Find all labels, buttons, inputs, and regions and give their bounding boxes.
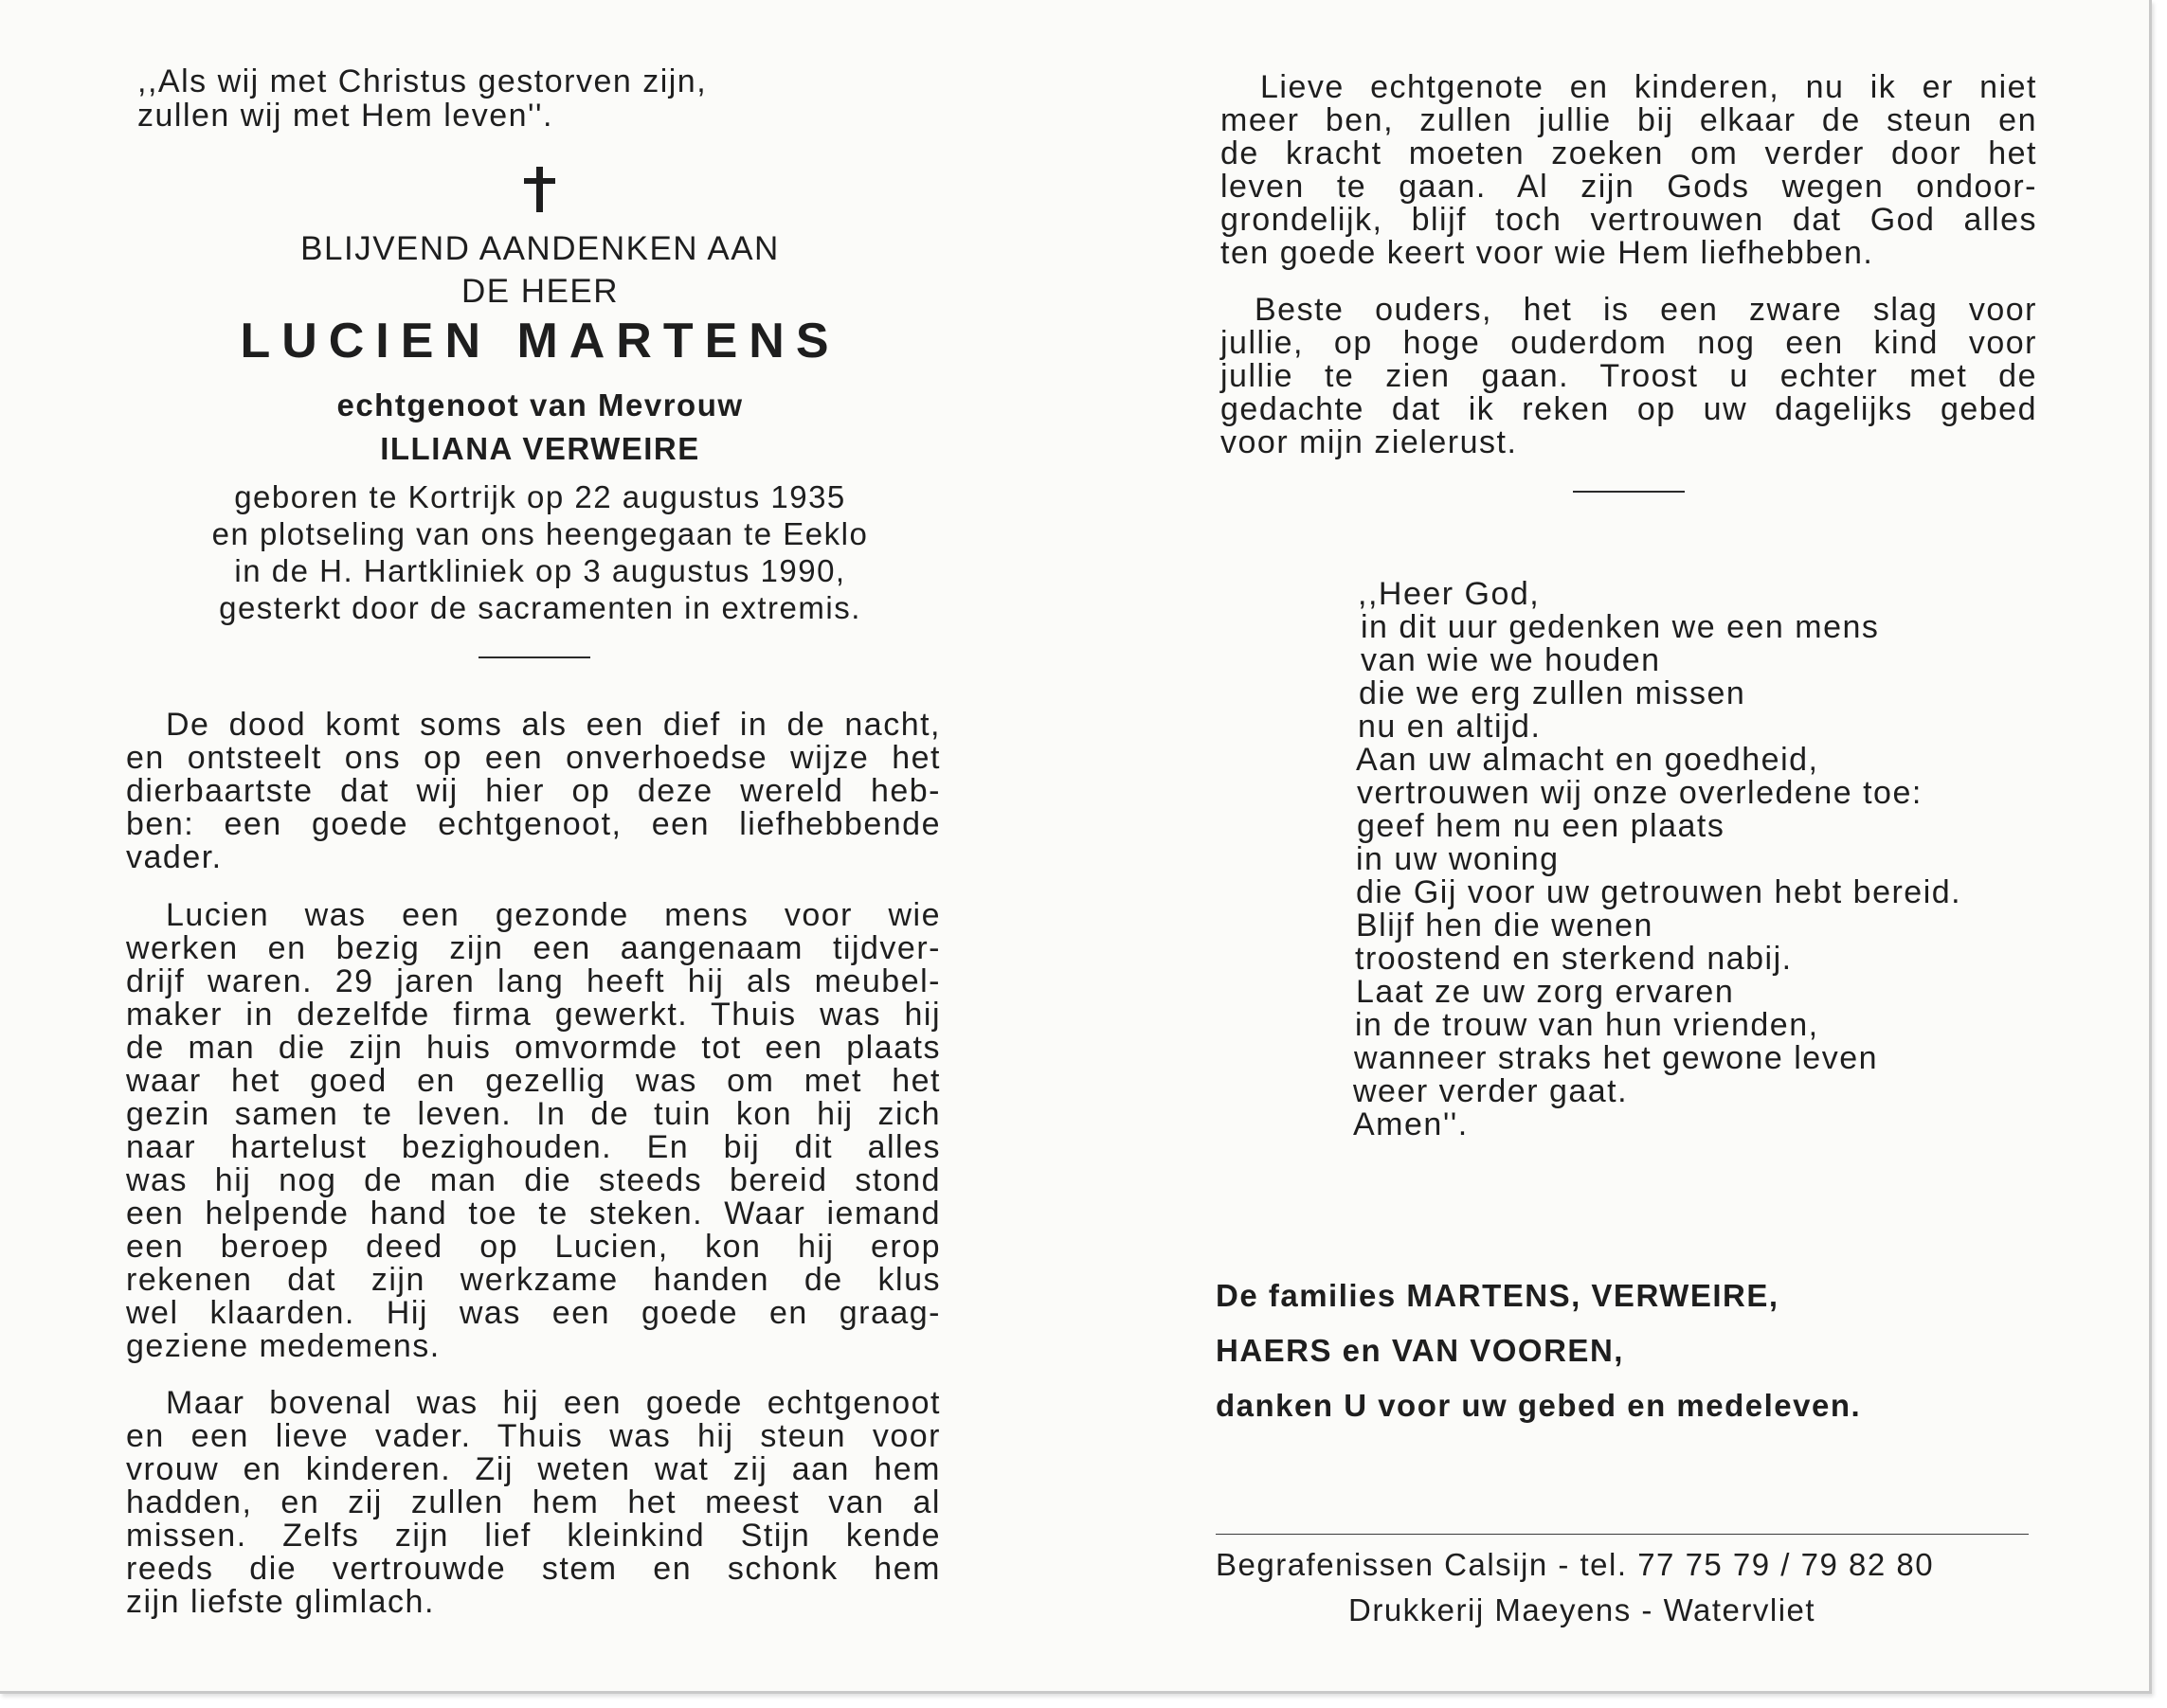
dates-line: gesterkt door de sacramenten in extremis. — [219, 590, 861, 625]
text-line: was hij nog de man die steeds bereid stond — [126, 1162, 941, 1198]
prayer-line: die Gij voor uw getrouwen hebt bereid. — [1356, 874, 1962, 910]
prayer-line: Blijf hen die wenen — [1356, 908, 1653, 944]
text-line: ben: een goede echtgenoot, een liefhebbende — [126, 806, 941, 842]
dates-line: geboren te Kortrijk op 22 augustus 1935 — [234, 479, 846, 514]
text-line: een beroep deed op Lucien, kon hij erop — [126, 1229, 941, 1265]
text-line: Lieve echtgenote en kinderen, nu ik er niet — [1260, 69, 2037, 105]
text-line: waar het goed en gezellig was om met het — [126, 1063, 941, 1099]
memorial-heading — [123, 227, 957, 313]
text-line: hadden, en zij zullen hem het meest van al — [126, 1484, 941, 1520]
paragraph-life — [126, 899, 941, 1363]
prayer-line: geef hem nu een plaats — [1357, 808, 1725, 844]
prayer-line: ,,Heer God, — [1358, 576, 1541, 612]
dates-line: en plotseling van ons heengegaan te Eeklo — [211, 516, 869, 551]
text-line: gedachte dat ik reken op uw dagelijks gebed — [1220, 391, 2037, 427]
quote-line: ,,Als wij met Christus gestorven zijn, — [137, 63, 708, 99]
prayer-line: Laat ze uw zorg ervaren — [1356, 974, 1735, 1010]
family-thanks — [1216, 1277, 2050, 1425]
text-line: en ontsteelt ons op een onverhoedse wijze het — [126, 740, 941, 776]
paragraph-to-parents — [1220, 294, 2037, 459]
divider — [1573, 491, 1685, 493]
text-line: drijf waren. 29 jaren lang heeft hij als meubel- — [126, 963, 941, 999]
text-line: de man die zijn huis omvormde tot een plaats — [126, 1030, 941, 1066]
spouse-line: echtgenoot van Mevrouw — [336, 387, 744, 423]
paragraph-family — [126, 1387, 941, 1619]
prayer-line: nu en altijd. — [1358, 709, 1542, 745]
printer-footer — [1216, 1542, 2031, 1633]
text-line: ten goede keert voor wie Hem liefhebben. — [1220, 235, 1874, 271]
text-line: zijn liefste glimlach. — [126, 1584, 435, 1620]
prayer-line: troostend en sterkend nabij. — [1355, 941, 1793, 977]
prayer-line: die we erg zullen missen — [1359, 675, 1746, 711]
divider — [479, 656, 590, 658]
footer-divider — [1216, 1534, 2029, 1535]
paragraph-death — [126, 709, 941, 874]
text-line: jullie te zien gaan. Troost u echter met de — [1220, 358, 2037, 394]
prayer-line: Aan uw almacht en goedheid, — [1356, 742, 1819, 778]
heading-line: BLIJVEND AANDENKEN AAN — [300, 230, 780, 267]
prayer-line: vertrouwen wij onze overledene toe: — [1357, 775, 1923, 811]
heading-line: DE HEER — [460, 273, 620, 310]
text-line: reeds die vertrouwde stem en schonk hem — [126, 1551, 941, 1587]
paragraph-to-spouse — [1220, 71, 2037, 270]
text-line: meer ben, zullen jullie bij elkaar de steun en — [1220, 102, 2037, 138]
text-line: grondelijk, blijf toch vertrouwen dat God alles — [1220, 202, 2037, 238]
cross-icon — [512, 161, 569, 218]
text-line: voor mijn zielerust. — [1220, 424, 1518, 460]
funeral-home-line: Begrafenissen Calsijn - tel. 77 75 79 / 79 82 80 — [1216, 1547, 1935, 1582]
text-line: geziene medemens. — [126, 1328, 441, 1364]
spouse-info — [123, 384, 957, 471]
text-line: Beste ouders, het is een zware slag voor — [1255, 292, 2037, 328]
text-line: maker in dezelfde firma gewerkt. Thuis was hij — [126, 997, 941, 1033]
text-line: werken en bezig zijn een aangenaam tijdver- — [126, 930, 941, 966]
prayer-line: van wie we houden — [1361, 642, 1661, 678]
prayer-line: in de trouw van hun vrienden, — [1355, 1007, 1819, 1043]
thanks-line: danken U voor uw gebed en medeleven. — [1216, 1388, 1862, 1423]
prayer-line: Amen''. — [1353, 1106, 1469, 1142]
text-line: leven te gaan. Al zijn Gods wegen ondoor- — [1220, 169, 2037, 205]
text-line: dierbaartste dat wij hier op deze wereld heb- — [126, 773, 941, 809]
text-line: een helpende hand toe te steken. Waar iemand — [126, 1196, 941, 1232]
text-line: Maar bovenal was hij een goede echtgenoot — [166, 1385, 941, 1421]
deceased-name: LUCIEN MARTENS — [240, 314, 840, 369]
text-line: missen. Zelfs zijn lief kleinkind Stijn kende — [126, 1518, 941, 1554]
opening-quote — [137, 64, 820, 133]
prayer — [1350, 578, 2070, 1142]
prayer-line: wanneer straks het gewone leven — [1354, 1040, 1879, 1076]
dates-line: in de H. Hartkliniek op 3 augustus 1990, — [234, 553, 846, 588]
thanks-line: De families MARTENS, VERWEIRE, — [1216, 1278, 1779, 1313]
prayer-line: weer verder gaat. — [1353, 1073, 1629, 1109]
text-line: wel klaarden. Hij was een goede en graag- — [126, 1295, 941, 1331]
prayer-line: in dit uur gedenken we een mens — [1361, 609, 1880, 645]
text-line: De dood komt soms als een dief in de nacht, — [166, 707, 941, 743]
spouse-line: ILLIANA VERWEIRE — [380, 431, 700, 466]
text-line: naar hartelust bezighouden. En bij dit alles — [126, 1129, 941, 1165]
text-line: de kracht moeten zoeken om verder door het — [1220, 135, 2037, 171]
birth-death-info — [123, 478, 957, 626]
text-line: gezin samen te leven. In de tuin kon hij zich — [126, 1096, 941, 1132]
text-line: vader. — [126, 839, 223, 875]
text-line: en een lieve vader. Thuis was hij steun voor — [126, 1418, 941, 1454]
prayer-line: in uw woning — [1356, 841, 1560, 877]
text-line: rekenen dat zijn werkzame handen de klus — [126, 1262, 941, 1298]
text-line: vrouw en kinderen. Zij weten wat zij aan hem — [126, 1451, 941, 1487]
text-line: Lucien was een gezonde mens voor wie — [166, 897, 941, 933]
printer-line: Drukkerij Maeyens - Watervliet — [1348, 1592, 1816, 1627]
text-line: jullie, op hoge ouderdom nog een kind voor — [1220, 325, 2037, 361]
quote-line: zullen wij met Hem leven''. — [137, 98, 553, 134]
thanks-line: HAERS en VAN VOOREN, — [1216, 1333, 1624, 1368]
